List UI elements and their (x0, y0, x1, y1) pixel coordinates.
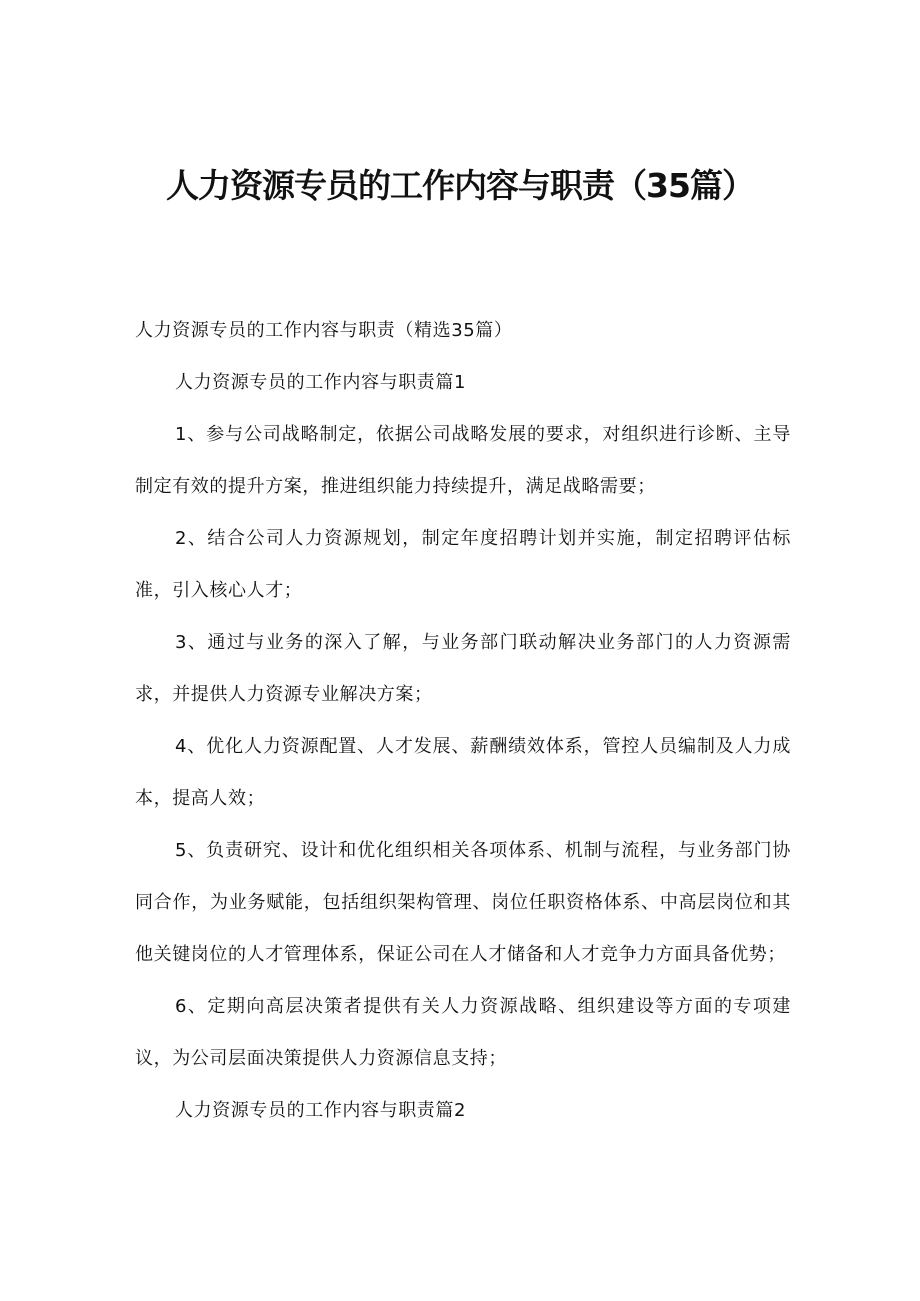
document-title: 人力资源专员的工作内容与职责（35篇） (166, 166, 754, 205)
duty-item-6: 6、定期向高层决策者提供有关人力资源战略、组织建设等方面的专项建议，为公司层面决策提供人力资源信息支持； (135, 996, 791, 1069)
duty-item-5: 5、负责研究、设计和优化组织相关各项体系、机制与流程，与业务部门协同合作，为业务赋能，包括组织架构管理、岗位任职资格体系、中高层岗位和其他关键岗位的人才管理体系，保证公司在人才储备和人才竞争力方面具备优势； (135, 840, 791, 965)
document-body (135, 305, 791, 1137)
duty-item-2: 2、结合公司人力资源规划，制定年度招聘计划并实施，制定招聘评估标准，引入核心人才； (135, 528, 791, 601)
duty-item-4: 4、优化人力资源配置、人才发展、薪酬绩效体系，管控人员编制及人力成本，提高人效； (135, 736, 791, 809)
section-heading-1: 人力资源专员的工作内容与职责篇1 (175, 372, 467, 393)
duty-item-1: 1、参与公司战略制定，依据公司战略发展的要求，对组织进行诊断、主导制定有效的提升方案，推进组织能力持续提升，满足战略需要； (135, 424, 791, 497)
subtitle-paragraph: 人力资源专员的工作内容与职责（精选35篇） (135, 320, 513, 341)
section-heading-2: 人力资源专员的工作内容与职责篇2 (175, 1100, 467, 1121)
duty-item-3: 3、通过与业务的深入了解，与业务部门联动解决业务部门的人力资源需求，并提供人力资源专业解决方案； (135, 632, 791, 705)
